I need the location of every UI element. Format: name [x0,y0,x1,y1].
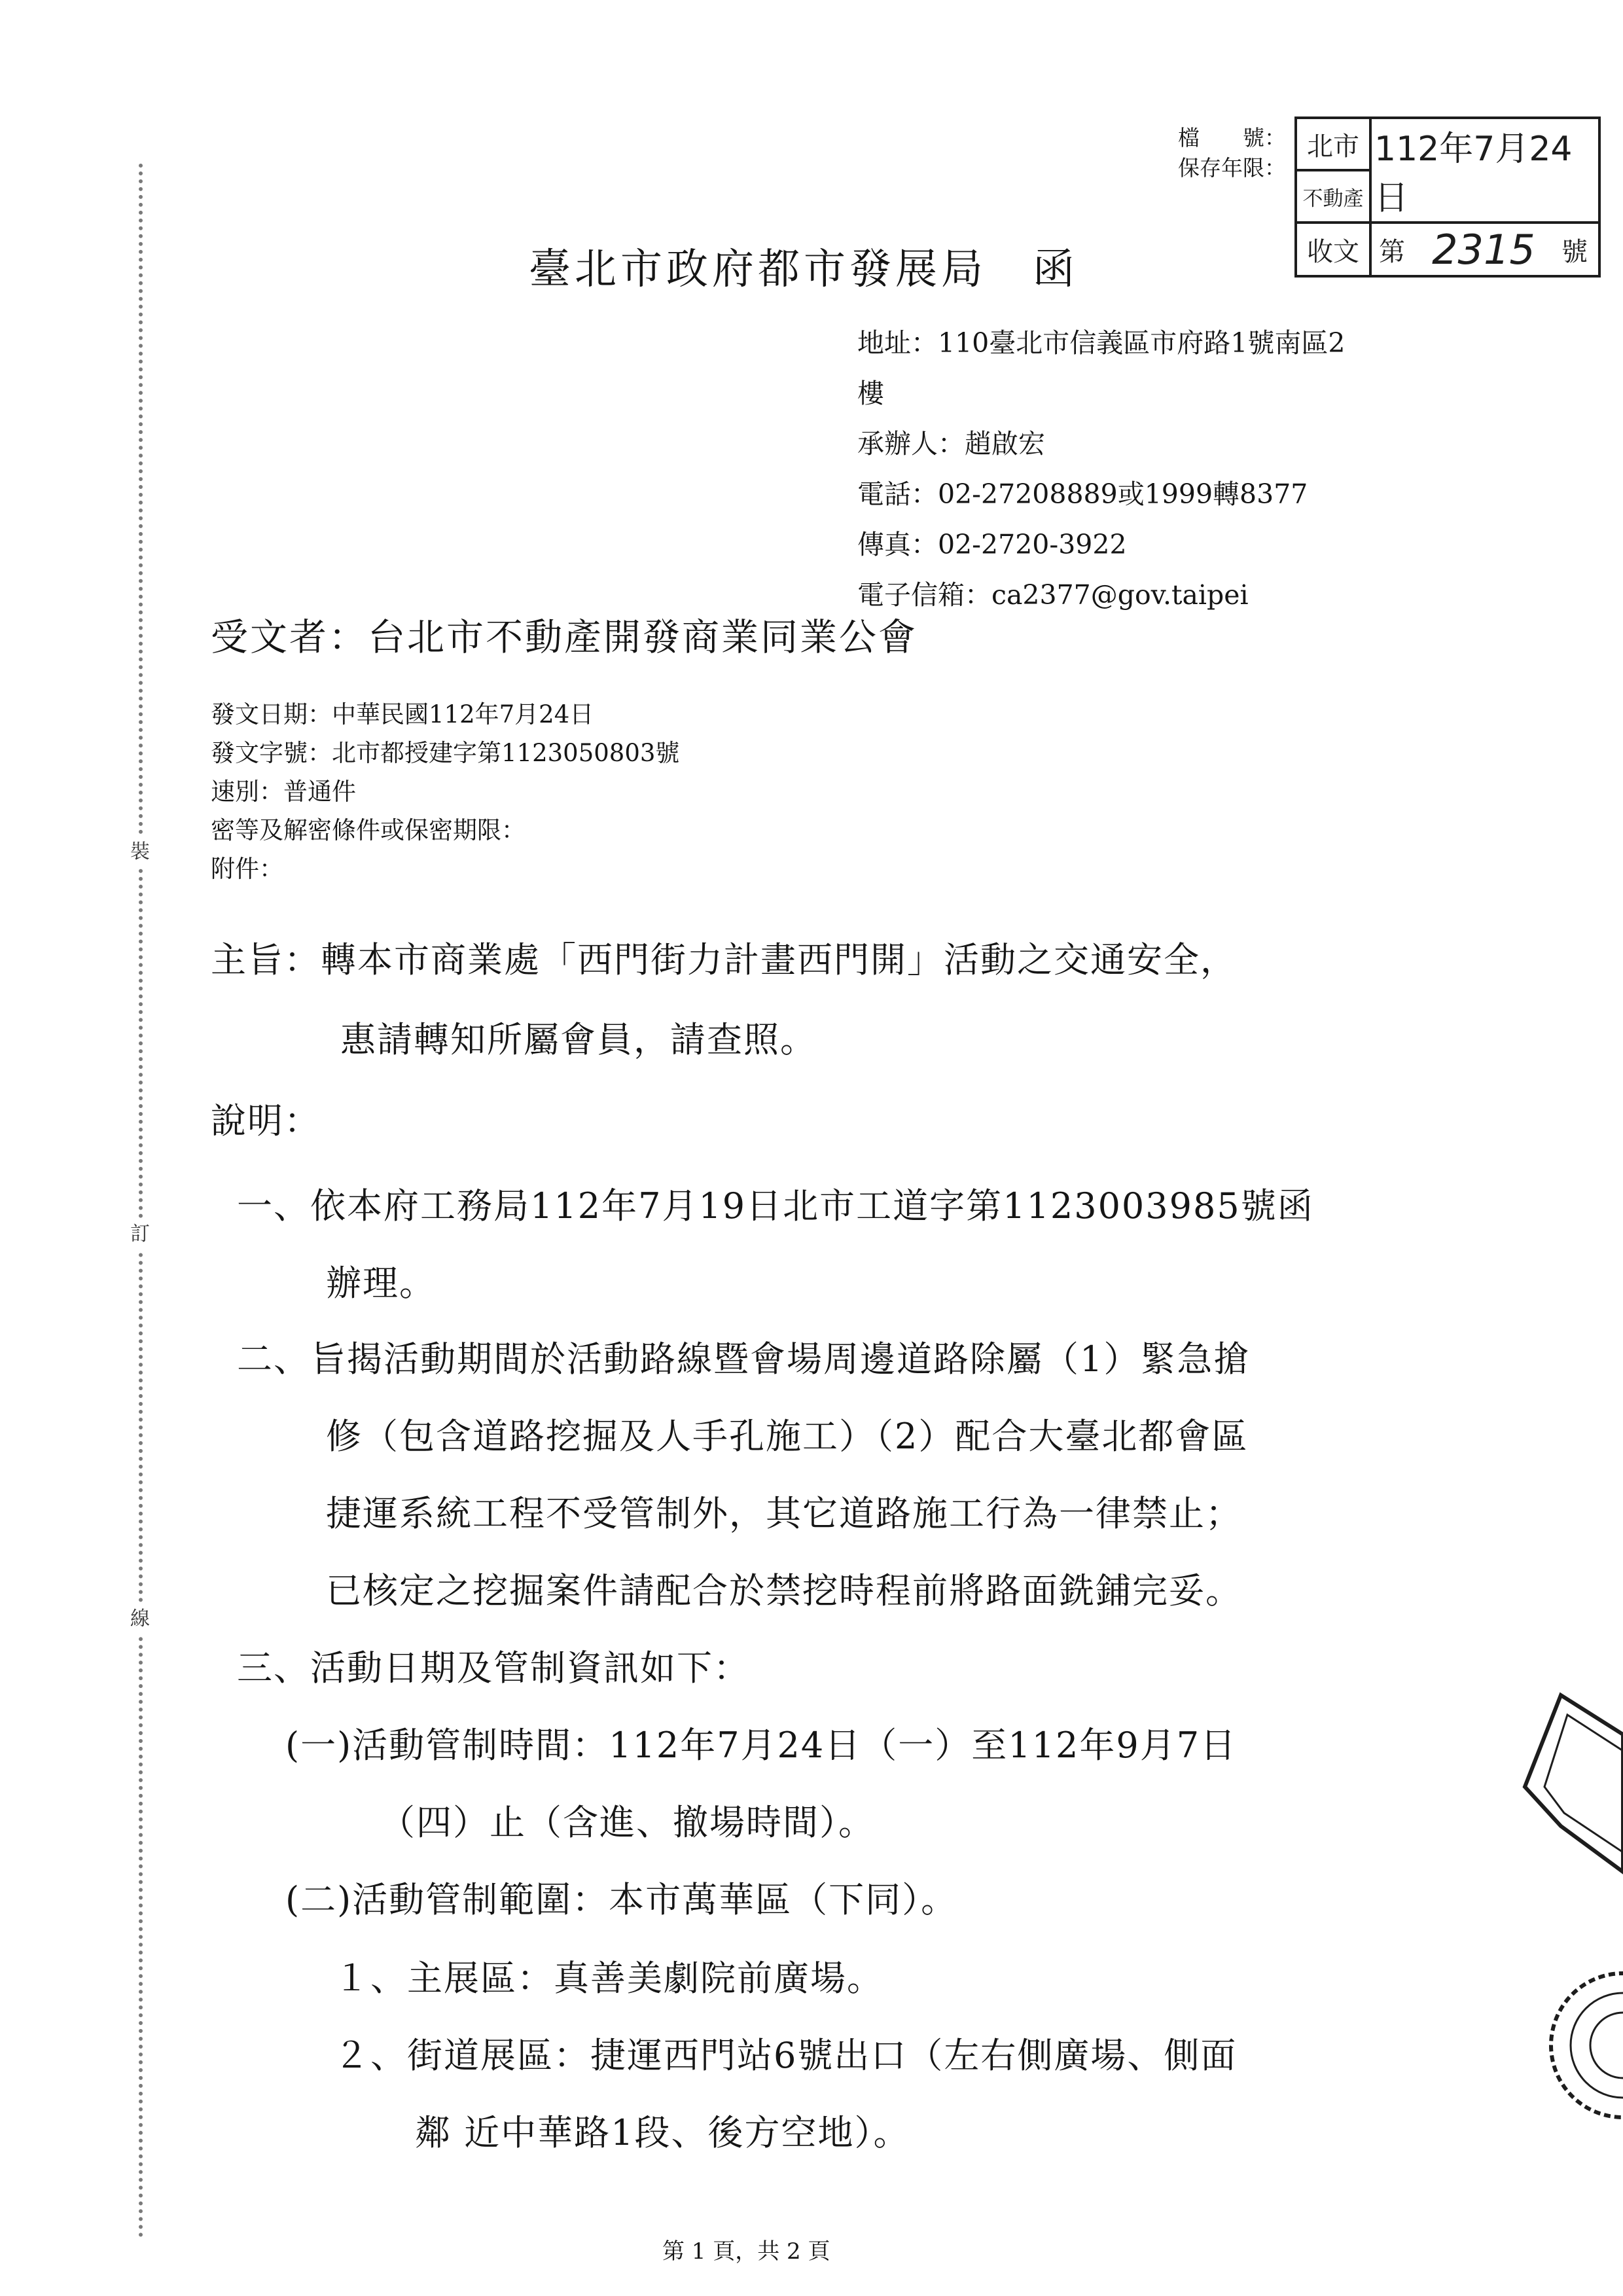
binding-mark-middle: 訂 [124,1219,156,1250]
item-3-line-1: 三、活動日期及管制資訊如下： [237,1647,750,1689]
contact-block [857,318,1345,620]
email: 電子信箱：ca2377@gov.taipei [857,579,1249,611]
edge-seal-electronic [1499,1689,1623,1885]
edge-seal-round [1525,1964,1623,2127]
subject-line-2: 惠請轉知所屬會員，請查照。 [340,1019,817,1060]
stamp-number-suffix: 號 [1561,236,1588,267]
archive-labels [1152,123,1286,183]
binding-mark-top: 裝 [124,836,156,868]
stamp-org-top: 北市 [1307,131,1359,162]
stamp-org-bottom: 不動產 [1302,187,1364,211]
zone-2-line-1: ２、街道展區：捷運西門站6號出口（左右側廣場、側面 [334,2035,1238,2076]
item-1-line-2: 辦理。 [326,1263,436,1304]
binding-mark-bottom: 線 [124,1604,156,1635]
issue-date: 發文日期：中華民國112年7月24日 [211,700,594,728]
officer: 承辦人：趙啟宏 [857,428,1045,459]
item-1-line-1: 一、依本府工務局112年7月19日北市工道字第1123003985號函 [237,1185,1314,1227]
address-line-1: 地址：110臺北市信義區市府路1號南區2 [857,327,1346,359]
binding-dotted-line [139,164,143,2238]
zone-1: １、主展區：真善美劇院前廣場。 [334,1958,883,1999]
item-2-line-2: 修（包含道路挖掘及人手孔施工）（2）配合大臺北都會區 [326,1416,1249,1457]
item-2-line-3: 捷運系統工程不受管制外，其它道路施工行為一律禁止； [326,1493,1242,1534]
stamp-receive-label: 收文 [1307,236,1359,267]
stamp-number-value: 2315 [1432,225,1535,274]
file-number-label: 檔 號： [1178,125,1286,151]
receipt-stamp [1294,117,1601,278]
recipient: 受文者：台北市不動產開發商業同業公會 [211,616,918,659]
document-meta [211,695,679,888]
attachments: 附件： [211,855,283,883]
address-line-2: 樓 [857,378,884,409]
sub-1-line-1: (一)活動管制時間：112年7月24日（一）至112年9月7日 [285,1725,1238,1766]
explanation-heading: 說明： [211,1100,321,1141]
delivery-speed: 速別：普通件 [211,778,356,806]
zone-2-line-2: 鄰 近中華路1段、後方空地）。 [415,2112,910,2153]
sub-2-line-1: (二)活動管制範圍：本市萬華區（下同）。 [285,1879,958,1920]
stamp-number-prefix: 第 [1379,236,1405,267]
sub-1-line-2: （四）止（含進、撤場時間）。 [380,1802,875,1843]
agency-title: 臺北市政府都市發展局 函 [529,245,1079,294]
retention-period-label: 保存年限： [1178,155,1286,181]
phone: 電話：02-27208889或1999轉8377 [857,478,1308,510]
item-2-line-4: 已核定之挖掘案件請配合於禁挖時程前將路面銑鋪完妥。 [326,1570,1242,1611]
item-2-line-1: 二、旨揭活動期間於活動路線暨會場周邊道路除屬（1）緊急搶 [237,1338,1251,1380]
subject-line-1: 主旨：轉本市商業處「西門街力計畫西門開」活動之交通安全， [211,939,1237,980]
stamp-date: 112年7月24日 [1374,130,1573,218]
security-level: 密等及解密條件或保密期限： [211,816,526,844]
fax: 傳真：02-2720-3922 [857,529,1127,560]
document-number: 發文字號：北市都授建字第1123050803號 [211,739,680,767]
page-number: 第 1 頁，共 2 頁 [662,2238,830,2265]
